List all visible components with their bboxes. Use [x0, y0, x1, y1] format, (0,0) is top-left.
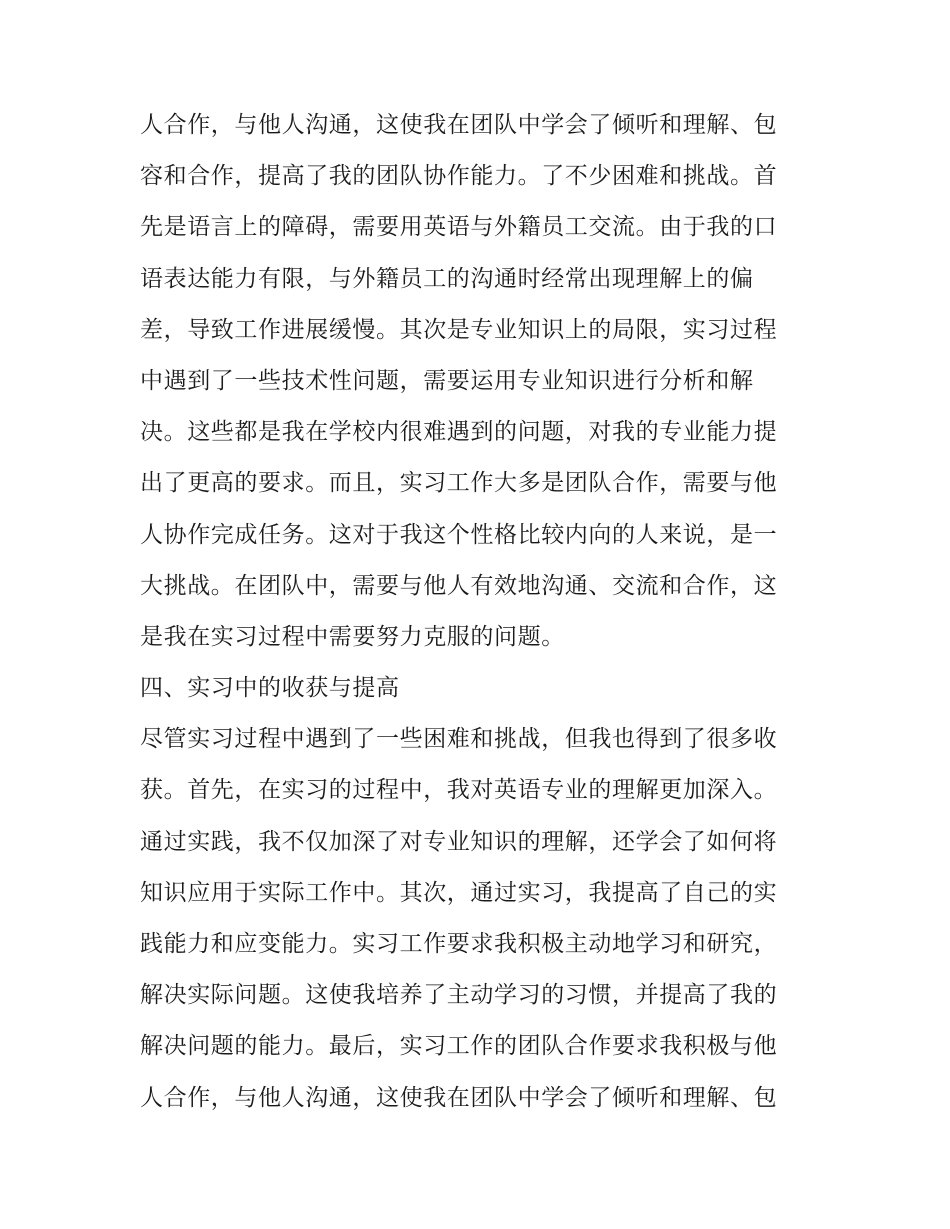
text-line: 先是语言上的障碍，需要用英语与外籍员工交流。由于我的口 — [140, 214, 778, 241]
section-heading: 四、实习中的收获与提高 — [140, 675, 400, 702]
text-line: 中遇到了一些技术性问题，需要运用专业知识进行分析和解 — [140, 367, 754, 394]
text-line: 人协作完成任务。这对于我这个性格比较内向的人来说，是一 — [140, 521, 778, 548]
text-line: 尽管实习过程中遇到了一些困难和挑战，但我也得到了很多收 — [140, 726, 778, 753]
text-line: 是我在实习过程中需要努力克服的问题。 — [140, 623, 565, 650]
text-line: 获。首先，在实习的过程中，我对英语专业的理解更加深入。 — [140, 777, 778, 804]
text-line: 大挑战。在团队中，需要与他人有效地沟通、交流和合作，这 — [140, 572, 778, 599]
text-line: 通过实践，我不仅加深了对专业知识的理解，还学会了如何将 — [140, 828, 778, 855]
body-text — [140, 100, 820, 1124]
text-line: 出了更高的要求。而且，实习工作大多是团队合作，需要与他 — [140, 470, 778, 497]
text-line: 解决实际问题。这使我培养了主动学习的习惯，并提高了我的 — [140, 982, 778, 1009]
text-line: 知识应用于实际工作中。其次，通过实习，我提高了自己的实 — [140, 879, 778, 906]
text-line: 人合作，与他人沟通，这使我在团队中学会了倾听和理解、包 — [140, 112, 778, 138]
text-line: 决。这些都是我在学校内很难遇到的问题，对我的专业能力提 — [140, 419, 778, 446]
text-line: 语表达能力有限，与外籍员工的沟通时经常出现理解上的偏 — [140, 265, 754, 292]
text-line: 差，导致工作进展缓慢。其次是专业知识上的局限，实习过程 — [140, 316, 778, 343]
text-line: 解决问题的能力。最后，实习工作的团队合作要求我积极与他 — [140, 1033, 778, 1060]
text-line: 践能力和应变能力。实习工作要求我积极主动地学习和研究， — [140, 931, 778, 957]
text-line: 容和合作，提高了我的团队协作能力。了不少困难和挑战。首 — [140, 163, 778, 190]
text-line: 人合作，与他人沟通，这使我在团队中学会了倾听和理解、包 — [140, 1084, 778, 1111]
